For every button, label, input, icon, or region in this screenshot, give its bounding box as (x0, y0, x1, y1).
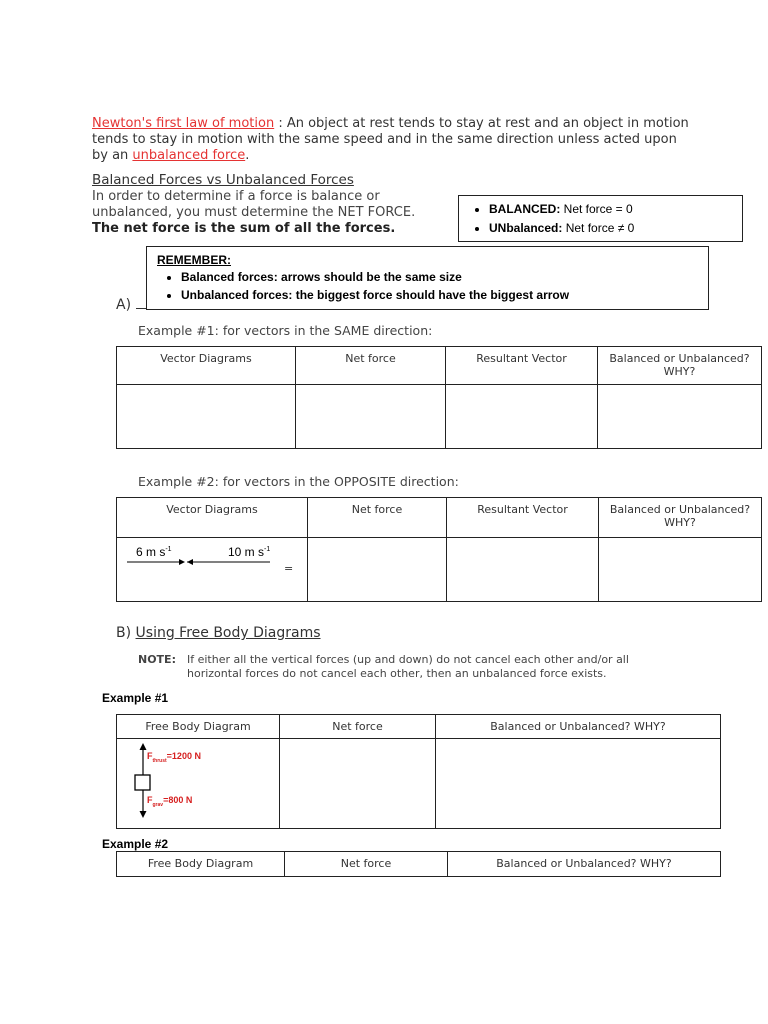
newtons-first-law-intro (92, 116, 692, 164)
thrust-force-label: $F_{thrust}=1200$ N (147, 751, 201, 764)
object-box (135, 775, 150, 790)
gravity-force-label: $F_{grav}=800$ N (147, 795, 193, 808)
answer-cell[interactable] (308, 538, 447, 602)
thrust-arrow-head (140, 743, 147, 750)
note (138, 653, 678, 681)
header-free-body-diagram: Free Body Diagram (117, 715, 280, 739)
net-force-bold-text: The net force is the sum of all the forces. (92, 221, 396, 236)
header-vector-diagrams: Vector Diagrams (117, 498, 308, 538)
header-balanced-why: Balanced or Unbalanced? WHY? (598, 347, 762, 385)
remember-item-unbalanced: • Unbalanced forces: the biggest force should have the biggest arrow (181, 286, 708, 304)
header-resultant-vector: Resultant Vector (447, 498, 599, 538)
net-force-text: In order to determine if a force is balance or unbalanced, you must determine the NET FORCE. (92, 189, 416, 220)
header-balanced-why: Balanced or Unbalanced? WHY? (436, 715, 721, 739)
answer-cell[interactable] (280, 739, 436, 829)
header-net-force: Net force (296, 347, 446, 385)
header-resultant-vector: Resultant Vector (446, 347, 598, 385)
vector-table-opposite-direction (116, 497, 762, 602)
example-1-same-direction-label: Example #1: for vectors in the SAME direction: (138, 323, 433, 338)
answer-cell[interactable] (296, 385, 446, 449)
balanced-definition: • BALANCED: Net force = 0 (489, 200, 742, 219)
arrow-10ms-head (187, 559, 193, 565)
fbd-example-2-label: Example #2 (102, 837, 169, 851)
answer-cell[interactable] (436, 739, 721, 829)
header-vector-diagrams: Vector Diagrams (117, 347, 296, 385)
remember-item-balanced: • Balanced forces: arrows should be the same size (181, 268, 708, 286)
vector-table-same-direction (116, 346, 762, 449)
equals-sign: = (284, 562, 294, 575)
arrow-6ms-head (179, 559, 185, 565)
answer-cell[interactable] (598, 385, 762, 449)
label-10ms: 10 m $s^{-1}$ (228, 545, 271, 559)
header-balanced-why: Balanced or Unbalanced? WHY? (448, 852, 721, 877)
unbalanced-definition: • UNbalanced: Net force ≠ 0 (489, 219, 742, 238)
intro-end: . (245, 148, 250, 163)
balanced-vs-unbalanced-heading: Balanced Forces vs Unbalanced Forces (92, 172, 354, 188)
vector-diagram-cell (117, 538, 308, 602)
gravity-arrow-head (140, 811, 147, 818)
label-6ms: 6 m $s^{-1}$ (136, 545, 172, 559)
header-net-force: Net force (285, 852, 448, 877)
free-body-diagram-cell (117, 739, 280, 829)
answer-cell[interactable] (447, 538, 599, 602)
newtons-first-law-term: Newton's first law of motion (92, 116, 275, 131)
remember-title: REMEMBER: (157, 253, 231, 267)
intro-text: : An object at rest tends to stay at rest and an object in motion tends to stay in motion with the same speed and in the same direction unless acted upon by an (92, 116, 689, 163)
definitions-box (458, 195, 743, 242)
header-free-body-diagram: Free Body Diagram (117, 852, 285, 877)
fbd-example-1-label: Example #1 (102, 691, 169, 705)
remember-box (146, 246, 709, 310)
note-label: NOTE: (138, 653, 176, 666)
answer-cell[interactable] (599, 538, 762, 602)
header-net-force: Net force (308, 498, 447, 538)
answer-cell[interactable] (446, 385, 598, 449)
section-a-letter: A) (116, 297, 132, 313)
unbalanced-force-term: unbalanced force (132, 148, 246, 163)
section-b-letter: B) (116, 625, 132, 641)
header-net-force: Net force (280, 715, 436, 739)
fbd-table-example-1 (116, 714, 721, 829)
header-balanced-why: Balanced or Unbalanced? WHY? (599, 498, 762, 538)
section-b-heading (116, 625, 321, 641)
section-b-title: Using Free Body Diagrams (135, 625, 321, 641)
example-2-opposite-direction-label: Example #2: for vectors in the OPPOSITE direction: (138, 474, 459, 489)
answer-cell[interactable] (117, 385, 296, 449)
fbd-table-example-2 (116, 851, 721, 877)
note-text: If either all the vertical forces (up and down) do not cancel each other and/or all horizontal forces do not cancel each other, then an unbalanced force exists. (187, 653, 629, 680)
net-force-paragraph (92, 189, 442, 237)
